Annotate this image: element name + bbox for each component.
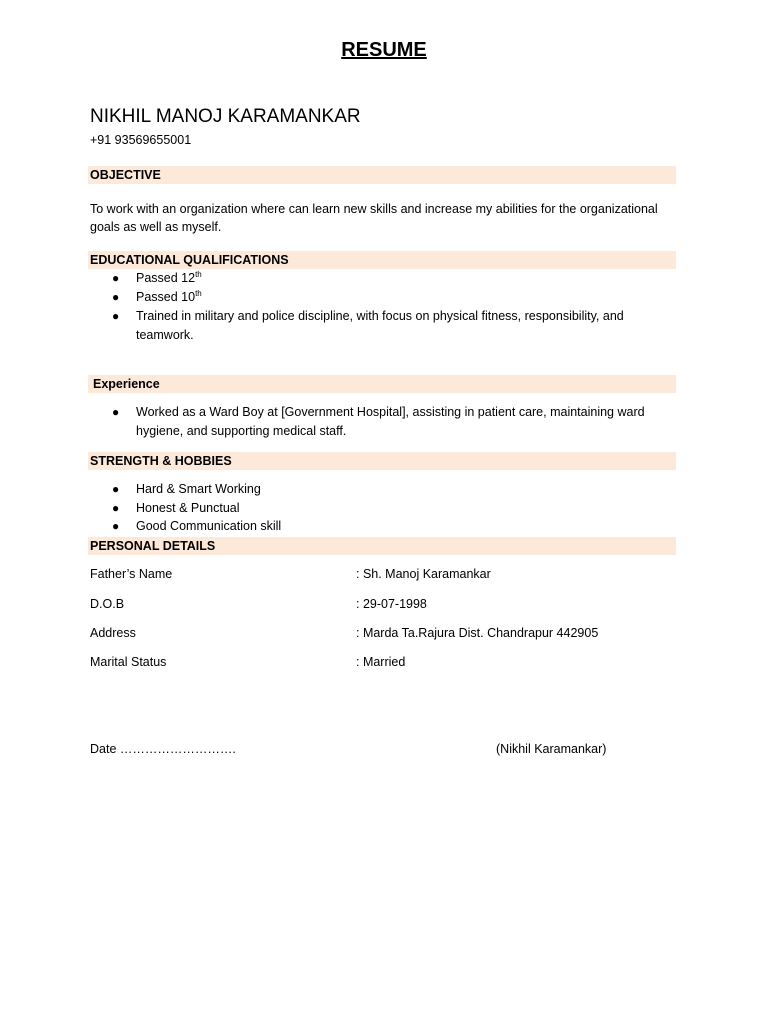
phone-number: +91 93569655001 [90,133,192,147]
experience-item-text: Worked as a Ward Boy at [Government Hospital], assisting in patient care, maintaining ward hygiene, and supporting medical staff. [136,405,645,438]
personal-label: D.O.B [90,597,125,611]
bullet-icon: ● [112,309,120,323]
strength-item-text: Hard & Smart Working [136,482,261,496]
experience-heading: Experience [88,375,676,393]
personal-label: Marital Status [90,655,167,669]
date-line: Date ………………………. [90,742,236,756]
education-item-text: Trained in military and police discipline, with focus on physical fitness, responsibility, and teamwork. [136,309,624,342]
list-item [90,499,650,518]
education-item-text: Passed 12 [136,271,196,285]
personal-label: Address [90,626,136,640]
personal-label: Father’s Name [90,567,173,581]
list-item [90,269,650,288]
list-item [90,517,650,536]
personal-heading: PERSONAL DETAILS [88,537,676,555]
page-title: RESUME [341,39,427,61]
list-item [90,480,650,499]
list-item [90,403,650,440]
personal-value: : Married [356,655,406,669]
personal-value: : 29-07-1998 [356,597,427,611]
education-list [90,269,650,344]
strength-item-text: Honest & Punctual [136,500,240,515]
education-item-text: Passed 10 [136,289,196,304]
bullet-icon: ● [112,289,120,304]
strength-list [90,480,650,536]
bullet-icon: ● [112,500,120,515]
strength-item-text: Good Communication skill [136,519,282,533]
objective-text: To work with an organization where can learn new skills and increase my abilities for the organizational goals as well as myself. [90,202,658,234]
personal-value: : Marda Ta.Rajura Dist. Chandrapur 442905 [356,626,599,640]
candidate-name: NIKHIL MANOJ KARAMANKAR [90,106,361,127]
strength-heading: STRENGTH & HOBBIES [88,452,676,470]
objective-heading: OBJECTIVE [88,166,676,184]
education-heading: EDUCATIONAL QUALIFICATIONS [88,251,676,269]
experience-list [90,403,650,440]
signature-name: (Nikhil Karamankar) [496,742,607,756]
list-item [90,288,650,307]
bullet-icon: ● [112,482,120,496]
bullet-icon: ● [112,405,120,419]
superscript: th [195,288,202,298]
superscript: th [195,269,202,279]
list-item [90,307,650,344]
personal-value: : Sh. Manoj Karamankar [356,567,491,581]
bullet-icon: ● [112,271,120,285]
bullet-icon: ● [112,519,120,533]
